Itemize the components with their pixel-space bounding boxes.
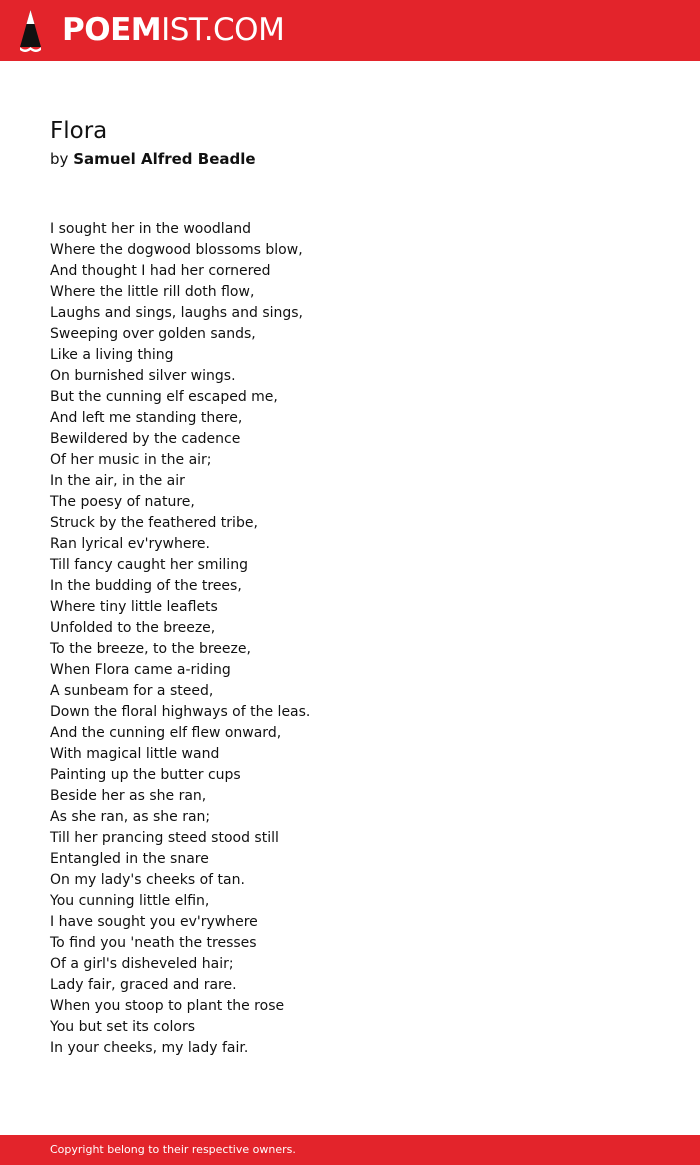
- poem-line: And thought I had her cornered: [50, 263, 271, 279]
- poem-line: As she ran, as she ran;: [50, 809, 211, 825]
- poem-line: Bewildered by the cadence: [50, 431, 241, 447]
- logo-brand-light: IST.COM: [161, 12, 285, 48]
- poem-line: And left me standing there,: [50, 410, 243, 426]
- poem-line: Beside her as she ran,: [50, 788, 207, 804]
- poem-line: Unfolded to the breeze,: [50, 620, 216, 636]
- site-header: [0, 0, 700, 61]
- poem-title: Flora: [50, 118, 108, 144]
- poem-line: Struck by the feathered tribe,: [50, 515, 258, 531]
- poem-line: Lady fair, graced and rare.: [50, 977, 237, 993]
- poem-line: To the breeze, to the breeze,: [50, 641, 251, 657]
- poem-line: But the cunning elf escaped me,: [50, 389, 278, 405]
- poem-line: Where tiny little leaflets: [50, 599, 218, 615]
- poem-line: You but set its colors: [50, 1019, 196, 1035]
- poem-body: [50, 219, 310, 1059]
- poem-line: When Flora came a-riding: [50, 662, 231, 678]
- poem-line: Laughs and sings, laughs and sings,: [50, 305, 304, 321]
- poem-line: Ran lyrical ev'rywhere.: [50, 536, 210, 552]
- site-footer: [0, 1135, 700, 1165]
- poem-line: Till her prancing steed stood still: [50, 830, 279, 846]
- poem-line: Down the floral highways of the leas.: [50, 704, 311, 720]
- poem-line: Of a girl's disheveled hair;: [50, 956, 234, 972]
- by-label: by: [50, 150, 69, 168]
- poem-line: In your cheeks, my lady fair.: [50, 1040, 249, 1056]
- site-logo[interactable]: [62, 10, 284, 50]
- logo-brand-bold: POEM: [62, 12, 162, 48]
- poem-line: To find you 'neath the tresses: [50, 935, 257, 951]
- poem-line: In the budding of the trees,: [50, 578, 242, 594]
- poem-line: Painting up the butter cups: [50, 767, 241, 783]
- poem-author: Samuel Alfred Beadle: [73, 150, 256, 168]
- poem-line: You cunning little elfin,: [50, 893, 210, 909]
- poem-line: Sweeping over golden sands,: [50, 326, 256, 342]
- poem-line: I sought her in the woodland: [50, 221, 252, 237]
- poem-line: A sunbeam for a steed,: [50, 683, 214, 699]
- poem-byline: [50, 149, 256, 169]
- poem-line: On burnished silver wings.: [50, 368, 236, 384]
- poem-line: Where the dogwood blossoms blow,: [50, 242, 303, 258]
- poem-line: Till fancy caught her smiling: [50, 557, 248, 573]
- poem-line: In the air, in the air: [50, 473, 185, 489]
- poem-line: When you stoop to plant the rose: [50, 998, 285, 1014]
- poem-line: Where the little rill doth flow,: [50, 284, 255, 300]
- poem-line: I have sought you ev'rywhere: [50, 914, 258, 930]
- pencil-icon[interactable]: [18, 9, 43, 52]
- copyright-text: Copyright belong to their respective owners.: [50, 1143, 296, 1156]
- poem-line: The poesy of nature,: [50, 494, 195, 510]
- poem-line: On my lady's cheeks of tan.: [50, 872, 245, 888]
- poem-line: With magical little wand: [50, 746, 220, 762]
- poem-line: Entangled in the snare: [50, 851, 209, 867]
- poem-line: Of her music in the air;: [50, 452, 212, 468]
- poem-line: And the cunning elf flew onward,: [50, 725, 282, 741]
- poem-line: Like a living thing: [50, 347, 174, 363]
